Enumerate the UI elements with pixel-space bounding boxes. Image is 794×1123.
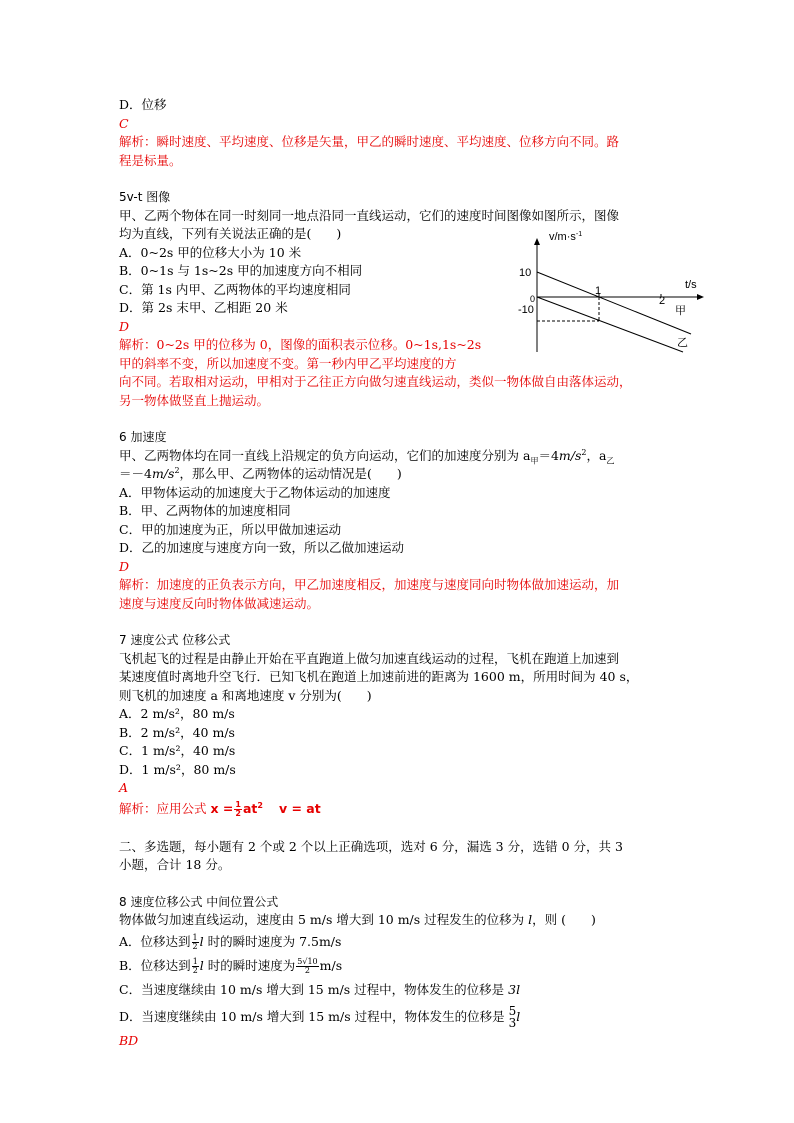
q8-option-b-vnum: 5√10 bbox=[297, 956, 318, 966]
q8-option-d-text: D．当速度继续由 10 m/s 增大到 15 m/s 过程中，物体发生的位移是 bbox=[119, 1008, 505, 1024]
q6-stem-line-1 bbox=[119, 447, 679, 466]
q8-stem-b: ，则 ( ) bbox=[532, 912, 596, 927]
q8-option-a-2: 时的瞬时速度为 7.5m/s bbox=[203, 933, 342, 949]
q7-analysis bbox=[119, 798, 679, 820]
tick-label-2: 2 bbox=[659, 295, 666, 307]
q8-option-b-den: 2 bbox=[192, 965, 198, 975]
q7-formula-x: x = bbox=[210, 800, 234, 816]
line-jia bbox=[537, 272, 691, 334]
q5-option-c: C．第 1s 内甲、乙两物体的平均速度相同 bbox=[119, 281, 351, 297]
q8-option-d-num: 5 bbox=[508, 1004, 517, 1018]
q5-analysis-line-3: 向不同。若取相对运动，甲相对于乙往正方向做匀速直线运动，类似一物体做自由落体运动， bbox=[119, 374, 632, 389]
q6-unit-1: m/s bbox=[558, 447, 582, 463]
q6-stem-1a: 甲、乙两物体均在同一直线上沿规定的负方向运动，它们的加速度分别为 a bbox=[119, 447, 531, 463]
q8-option-a-fraction bbox=[192, 934, 199, 951]
q8-option-b-velocity-fraction bbox=[296, 958, 318, 975]
label-jia: 甲 bbox=[675, 304, 686, 317]
q4-answer: C bbox=[119, 115, 129, 131]
q6-title: 6 加速度 bbox=[119, 430, 167, 444]
q5-analysis-line-2: 甲的斜率不变，所以加速度不变。第一秒内甲乙平均速度的方 bbox=[119, 355, 457, 371]
q8-option-b-2: 时的瞬时速度为 bbox=[203, 957, 296, 973]
q8-option-c-text: C．当速度继续由 10 m/s 增大到 15 m/s 过程中，物体发生的位移是 bbox=[119, 981, 505, 997]
q7-option-b: B．2 m/s²，40 m/s bbox=[119, 724, 235, 740]
q7-formula-fraction bbox=[234, 801, 242, 818]
q7-option-c: C．1 m/s²，40 m/s bbox=[119, 743, 236, 758]
q8-option-b-vden: 2 bbox=[304, 965, 310, 975]
q7-formula-v: v = at bbox=[278, 800, 321, 816]
q6-analysis-line-2: 速度与速度反向时物体做减速运动。 bbox=[119, 595, 320, 611]
q8-option-b-3: m/s bbox=[319, 957, 343, 973]
label-yi: 乙 bbox=[677, 336, 688, 349]
q7-answer: A bbox=[119, 780, 129, 795]
y-axis-label-exp: -1 bbox=[575, 231, 583, 238]
q7-stem-line-1: 飞机起飞的过程是由静止开始在平直跑道上做匀加速直线运动的过程，飞机在跑道上加速到 bbox=[119, 650, 620, 666]
q6-sub-yi: 乙 bbox=[606, 456, 615, 465]
tick-label-neg10: -10 bbox=[518, 304, 534, 316]
q8-option-a-1: A．位移达到 bbox=[119, 933, 191, 949]
q7-stem-line-3: 则飞机的加速度 a 和离地速度 v 分别为( ) bbox=[119, 687, 372, 703]
q6-exp-1: 2 bbox=[581, 447, 587, 457]
q4-option-d: D．位移 bbox=[119, 97, 167, 112]
y-axis-arrow bbox=[534, 238, 540, 245]
q7-formula-exp: 2 bbox=[257, 800, 263, 810]
q7-analysis-prefix: 解析：应用公式 bbox=[119, 800, 207, 816]
q6-unit-2: m/s bbox=[151, 466, 175, 481]
section2-line-2: 小题，合计 18 分。 bbox=[119, 857, 231, 872]
q5-stem-line-2: 均为直线，下列有关说法正确的是( ) bbox=[119, 226, 342, 241]
q6-sub-jia: 甲 bbox=[530, 456, 539, 465]
q6-stem-line-2 bbox=[119, 465, 679, 484]
vt-graph bbox=[505, 224, 705, 354]
q6-option-a: A．甲物体运动的加速度大于乙物体运动的加速度 bbox=[119, 484, 391, 500]
q7-formula-num: 1 bbox=[235, 799, 241, 809]
q8-option-a-den: 2 bbox=[192, 941, 198, 951]
x-axis-arrow bbox=[697, 294, 704, 300]
q6-option-d: D．乙的加速度与速度方向一致，所以乙做加速运动 bbox=[119, 540, 405, 555]
q6-exp-2: 2 bbox=[174, 465, 180, 475]
q5-option-d: D．第 2s 末甲、乙相距 20 米 bbox=[119, 300, 288, 315]
q8-stem bbox=[119, 911, 679, 930]
q7-formula-den: 2 bbox=[235, 808, 241, 818]
tick-label-0: 0 bbox=[530, 294, 536, 304]
q8-option-b-num: 1 bbox=[192, 956, 198, 966]
q6-stem-1b: ＝4 bbox=[538, 447, 559, 463]
q7-stem-line-2: 某速度值时离地升空飞行．已知飞机在跑道上加速前进的距离为 1600 m，所用时间为 40 s， bbox=[119, 669, 639, 684]
q8-title: 8 速度位移公式 中间位置公式 bbox=[119, 894, 279, 909]
q7-option-d: D．1 m/s²，80 m/s bbox=[119, 761, 236, 777]
q8-answer: BD bbox=[119, 1032, 139, 1048]
q8-option-d bbox=[119, 1002, 679, 1032]
tick-label-1: 1 bbox=[595, 285, 602, 297]
q7-formula-at: at bbox=[242, 800, 258, 816]
q8-option-a-num: 1 bbox=[192, 932, 198, 942]
q8-option-b bbox=[119, 954, 679, 978]
q7-option-a: A．2 m/s²，80 m/s bbox=[119, 706, 235, 721]
q6-answer: D bbox=[119, 558, 130, 574]
q6-stem-1c: ，a bbox=[586, 447, 607, 463]
q5-analysis-line-4: 另一物体做竖直上抛运动。 bbox=[119, 392, 270, 408]
q5-analysis-line-1: 解析：0~2s 甲的位移为 0，图像的面积表示位移。0~1s,1s~2s bbox=[119, 337, 482, 352]
q8-option-d-den: 3 bbox=[508, 1016, 517, 1030]
q5-stem-line-1: 甲、乙两个物体在同一时刻同一地点沿同一直线运动，它们的速度时间图像如图所示，图像 bbox=[119, 207, 620, 223]
q6-analysis-line-1: 解析：加速度的正负表示方向，甲乙加速度相反，加速度与速度同向时物体做加速运动，加 bbox=[119, 577, 620, 592]
q5-title: 5v-t 图像 bbox=[119, 190, 171, 204]
y-axis-label: $v/m\cdot s^{-1}$ bbox=[549, 231, 583, 243]
q8-stem-l: l bbox=[528, 912, 533, 927]
q4-analysis-line-2: 程是标量。 bbox=[119, 152, 182, 168]
q8-option-d-l: l bbox=[516, 1008, 521, 1024]
tick-label-10: 10 bbox=[519, 267, 532, 279]
q8-option-a bbox=[119, 930, 679, 954]
q8-option-c-val: 3l bbox=[508, 981, 521, 997]
q5-answer: D bbox=[119, 318, 130, 334]
q8-option-b-1: B．位移达到 bbox=[119, 957, 191, 973]
q6-stem-2b: ，那么甲、乙两物体的运动情况是( ) bbox=[179, 466, 402, 481]
q6-option-b: B．甲、乙两物体的加速度相同 bbox=[119, 503, 291, 518]
x-axis-label: t/s bbox=[685, 279, 697, 291]
q4-analysis-line-1: 解析：瞬时速度、平均速度、位移是矢量，甲乙的瞬时速度、平均速度、位移方向不同。路 bbox=[119, 134, 620, 149]
q8-option-b-fraction bbox=[192, 958, 199, 975]
q6-stem-2a: ＝－4 bbox=[119, 466, 152, 481]
q8-option-c bbox=[119, 978, 679, 1002]
q5-option-a: A．0~2s 甲的位移大小为 10 米 bbox=[119, 244, 302, 260]
q8-option-b-l: l bbox=[199, 957, 204, 973]
q8-option-a-l: l bbox=[199, 933, 204, 949]
q7-title: 7 速度公式 位移公式 bbox=[119, 633, 231, 647]
q8-stem-a: 物体做匀加速直线运动，速度由 5 m/s 增大到 10 m/s 过程发生的位移为 bbox=[119, 912, 525, 927]
q6-option-c: C．甲的加速度为正，所以甲做加速运动 bbox=[119, 521, 342, 537]
section2-line-1: 二、多选题，每小题有 2 个或 2 个以上正确选项，选对 6 分，漏选 3 分，选错 0 分，共 3 bbox=[119, 838, 623, 854]
q5-option-b: B．0~1s 与 1s~2s 甲的加速度方向不相同 bbox=[119, 263, 363, 278]
